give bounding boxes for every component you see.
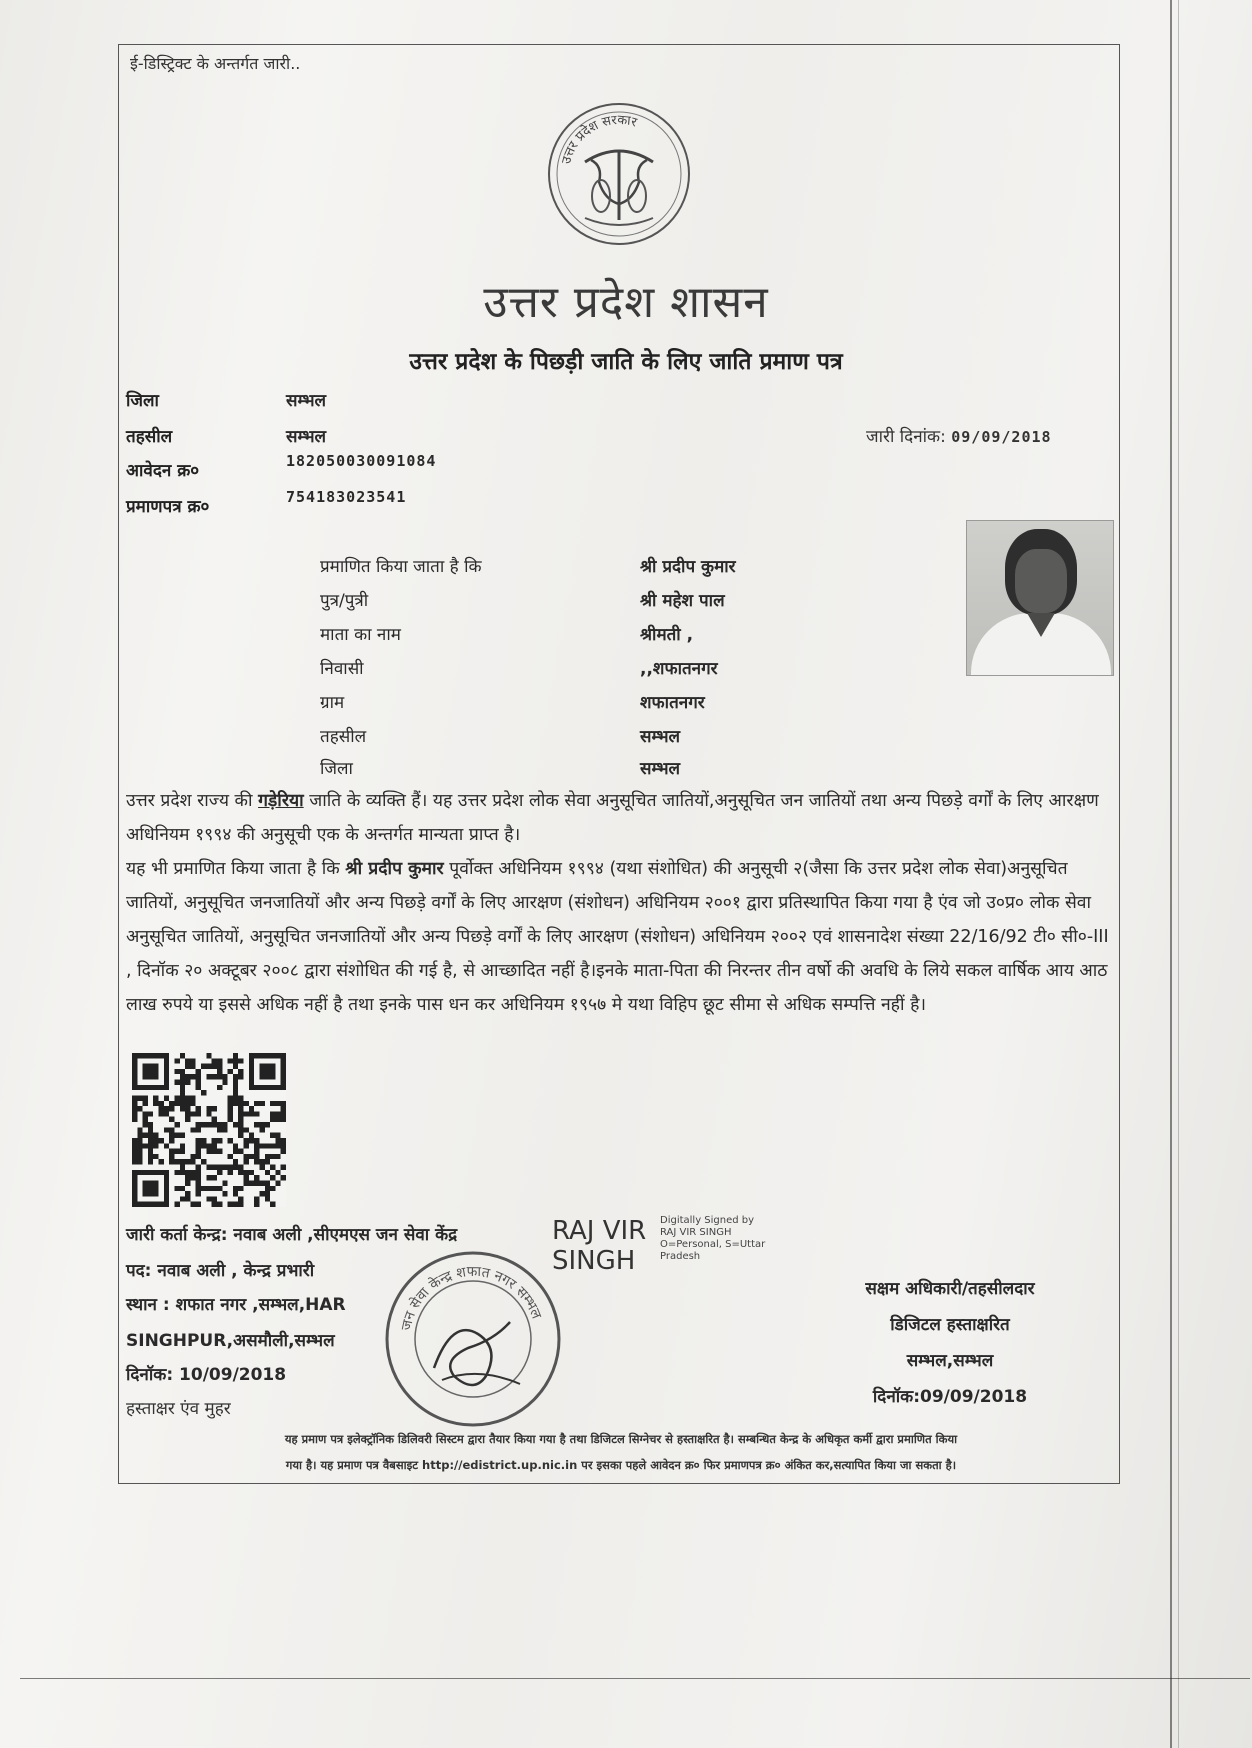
issuer-post: पद: नवाब अली , केन्द्र प्रभारी — [126, 1261, 315, 1281]
detail-value-mother: श्रीमती , — [640, 625, 694, 645]
svg-text:उत्तर प्रदेश सरकार — [559, 113, 639, 166]
issue-date-value: 09/09/2018 — [951, 428, 1052, 446]
meta-label-application-no: आवेदन क्र० — [126, 461, 200, 481]
footer-note: यह प्रमाण पत्र इलेक्ट्रॉनिक डिलिवरी सिस्टम द्वारा तैयार किया गया है तथा डिजिटल सिग्नेचर से हस्ताक्षरित है। सम्बन्धित केन्द्र के अधिकृत कर्मी द्वारा प्रमाणित किया गया है। यह प्रमाण पत्र वैबसाइट http://edistrict.up.nic.in पर इसका पहले आवेदन क्र० फिर प्रमाणपत्र क्र० अंकित कर,सत्यापित किया जा सकता है। — [284, 1432, 958, 1472]
detail-label: पुत्र/पुत्री — [320, 591, 369, 611]
government-title: उत्तर प्रदेश शासन — [483, 277, 769, 328]
detail-value-village: शफातनगर — [640, 693, 705, 713]
meta-value-district: सम्भल — [286, 391, 327, 411]
seal-text: जन सेवा केन्द्र शफात नगर सम्भल — [398, 1263, 545, 1332]
meta-label-certificate-no: प्रमाणपत्र क्र० — [126, 497, 210, 517]
issuer-place-line-2: SINGHPUR,असमौली,सम्भल — [126, 1331, 335, 1351]
meta-value-certificate-no: 754183023541 — [286, 488, 407, 506]
detail-value-father: श्री महेश पाल — [640, 591, 725, 611]
issuer-place-line-1: स्थान : शफात नगर ,सम्भल,HAR — [126, 1295, 346, 1315]
detail-label: ग्राम — [320, 693, 345, 713]
officer-place: सम्भल,सम्भल — [906, 1351, 994, 1371]
paper-fold-line — [20, 1678, 1250, 1679]
meta-label-district: जिला — [126, 391, 159, 411]
detail-value-district: सम्भल — [640, 759, 681, 779]
issuing-center: जारी कर्ता केन्द्र: नवाब अली ,सीएमएस जन सेवा केंद्र — [126, 1225, 458, 1245]
emblem-text: उत्तर प्रदेश सरकार — [559, 112, 639, 166]
issuer-date: दिनॉक: 10/09/2018 — [126, 1365, 287, 1385]
official-seal-stamp — [382, 1248, 564, 1430]
digital-signature-name: RAJ VIR SINGH — [552, 1216, 647, 1276]
qr-code — [132, 1052, 286, 1208]
detail-label: जिला — [320, 759, 353, 779]
applicant-photo — [966, 520, 1114, 676]
detail-label: माता का नाम — [320, 625, 401, 645]
meta-label-tehsil: तहसील — [126, 427, 173, 447]
certification-paragraph-2: यह भी प्रमाणित किया जाता है कि श्री प्रदीप कुमार पूर्वोक्त अधिनियम १९९४ (यथा संशोधित) की अनुसूची २(जैसा कि उत्तर प्रदेश लोक सेवा)अनुसूचित जातियों, अनुसूचित जनजातियों और अन्य पिछड़े वर्गों के लिए आरक्षण (संशोधन) अधिनियम २००१ द्वारा प्रतिस्थापित किया गया है एंव जो उ०प्र० लोक सेवा अनुसूचित जातियों, अनुसूचित जनजातियों और अन्य पिछड़े वर्गों के लिए आरक्षण (संशोधन) अधिनियम २००२ एवं शासनादेश संख्या 22/16/92 टी० सी०-III , दिनॉक २० अक्टूबर २००८ द्वारा संशोधित की गई है, से आच्छादित नहीं है।इनके माता-पिता की निरन्तर तीन वर्षो की अवधि के लिये सकल वार्षिक आय आठ लाख रुपये या इससे अधिक नहीं है तथा इनके पास धन कर अधिनियम १९५७ मे यथा विहिप छूट सीमा से अधिक सम्पत्ति नहीं है। — [126, 859, 1109, 1015]
applicant-name: श्री प्रदीप कुमार — [345, 859, 444, 879]
svg-text:जन सेवा केन्द्र शफात नगर सम्भल — [399, 1264, 545, 1332]
certification-paragraph-1: उत्तर प्रदेश राज्य की गड़ेरिया जाति के व्यक्ति हैं। यह उत्तर प्रदेश लोक सेवा अनुसूचित जातियों,अनुसूचित जन जातियों तथा अन्य पिछड़े वर्गों के लिए आरक्षण अधिनियम १९९४ की अनुसूची एक के अन्तर्गत मान्यता प्राप्त है। — [126, 791, 1099, 845]
detail-value-resident: ,,शफातनगर — [640, 659, 718, 679]
detail-value-name: श्री प्रदीप कुमार — [640, 557, 736, 577]
meta-value-application-no: 182050030091084 — [286, 452, 437, 470]
signature-seal-label: हस्ताक्षर एंव मुहर — [126, 1399, 231, 1419]
detail-label: प्रमाणित किया जाता है कि — [320, 557, 482, 577]
top-note: ई-डिस्ट्रिक्ट के अन्तर्गत जारी.. — [130, 54, 301, 73]
detail-label: निवासी — [320, 659, 364, 679]
detail-label: तहसील — [320, 727, 367, 747]
digital-signature-details: Digitally Signed by RAJ VIR SINGH O=Personal, S=Uttar Pradesh — [660, 1215, 766, 1262]
caste-name: गड़ेरिया — [258, 791, 304, 811]
meta-value-tehsil: सम्भल — [286, 427, 327, 447]
certificate-title: उत्तर प्रदेश के पिछड़ी जाति के लिए जाति प्रमाण पत्र — [409, 349, 843, 375]
officer-date: दिनॉक:09/09/2018 — [872, 1387, 1028, 1407]
issue-date-label: जारी दिनांक: — [866, 427, 946, 447]
detail-value-tehsil: सम्भल — [640, 727, 681, 747]
officer-title: सक्षम अधिकारी/तहसीलदार — [865, 1279, 1035, 1299]
issue-date — [866, 424, 1052, 447]
up-state-emblem-icon — [545, 100, 693, 248]
paper-fold-line — [1178, 0, 1179, 1748]
officer-digitally-signed: डिजिटल हस्ताक्षरित — [890, 1315, 1010, 1335]
paper-fold-line — [1170, 0, 1172, 1748]
